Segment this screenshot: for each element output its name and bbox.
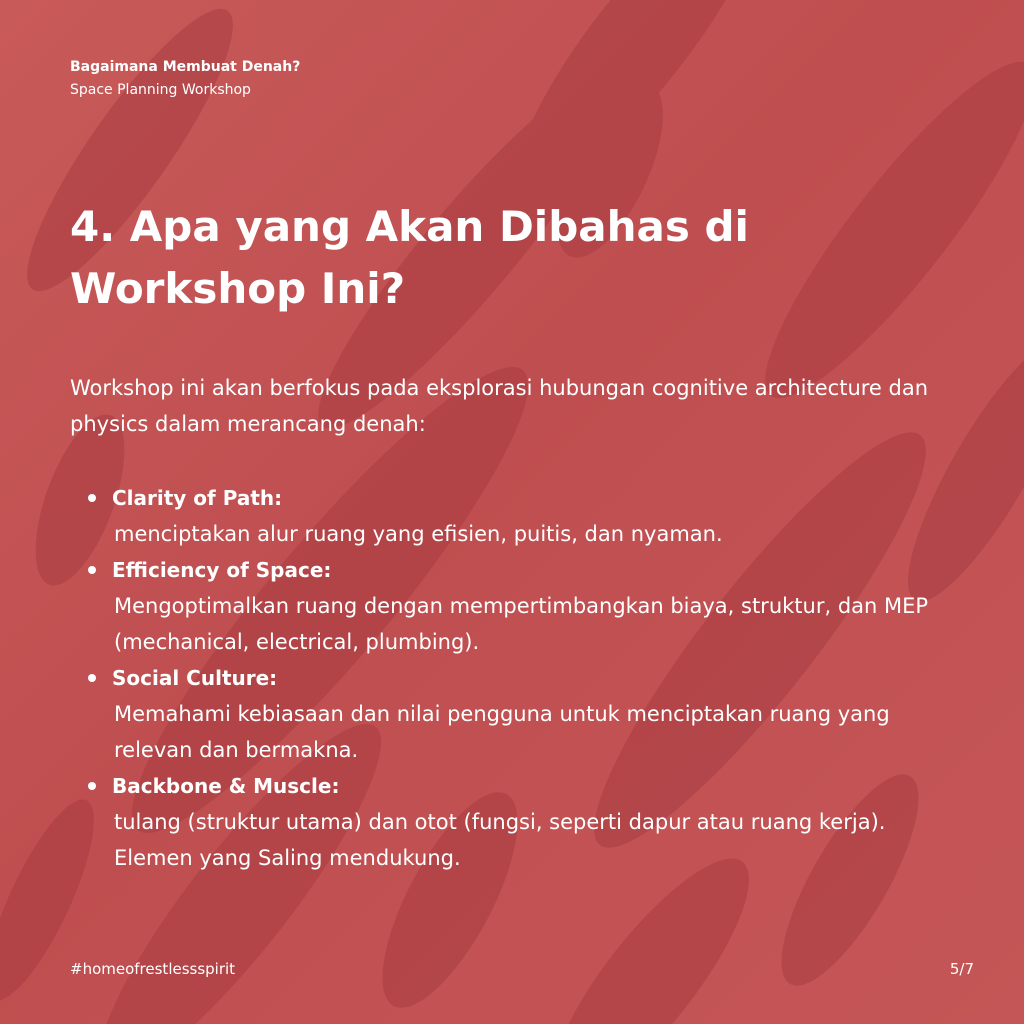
list-item <box>90 552 970 660</box>
topic-description: tulang (struktur utama) dan otot (fungsi, seperti dapur atau ruang kerja). Elemen yang Saling mendukung. <box>114 810 886 870</box>
bullet-icon <box>88 566 96 574</box>
topic-term: Efficiency of Space: <box>112 558 332 582</box>
header-kicker: Bagaimana Membuat Denah? <box>70 59 301 75</box>
topic-list <box>90 480 970 876</box>
intro-paragraph: Workshop ini akan berfokus pada eksplorasi hubungan cognitive architecture dan physics dalam merancang denah: <box>70 376 929 436</box>
bullet-icon <box>88 494 96 502</box>
topic-description: menciptakan alur ruang yang efisien, puitis, dan nyaman. <box>114 522 723 546</box>
list-item <box>90 480 970 552</box>
list-item <box>90 660 970 768</box>
topic-description: Memahami kebiasaan dan nilai pengguna untuk menciptakan ruang yang relevan dan bermakna. <box>114 702 890 762</box>
topic-description: Mengoptimalkan ruang dengan mempertimbangkan biaya, struktur, dan MEP (mechanical, electrical, plumbing). <box>114 594 929 654</box>
bullet-icon <box>88 782 96 790</box>
topic-term: Clarity of Path: <box>112 486 283 510</box>
topic-term: Backbone & Muscle: <box>112 774 340 798</box>
header <box>70 57 300 100</box>
footer-hashtag: #homeofrestlessspirit <box>70 960 236 978</box>
topic-term: Social Culture: <box>112 666 278 690</box>
page-number: 5/7 <box>949 960 974 978</box>
bullet-icon <box>88 674 96 682</box>
list-item <box>90 768 970 876</box>
header-subtitle: Space Planning Workshop <box>70 82 251 98</box>
slide-title: 4. Apa yang Akan Dibahas di Workshop Ini? <box>70 202 749 313</box>
